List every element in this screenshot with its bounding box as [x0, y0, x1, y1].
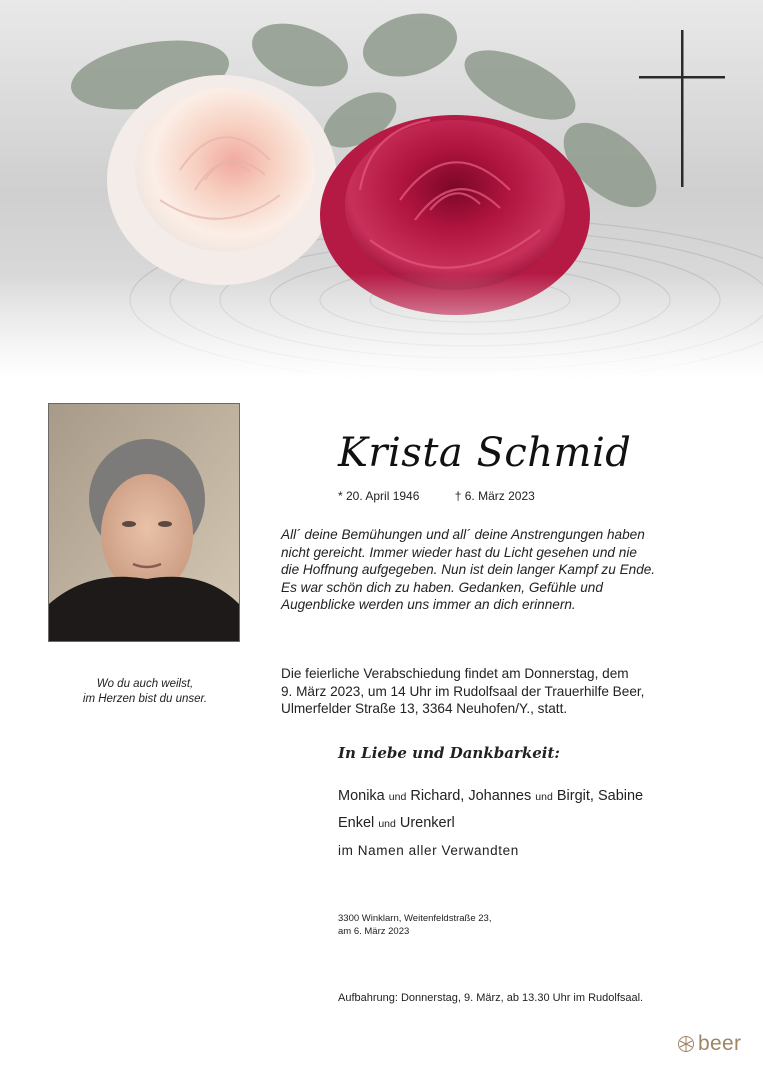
mourner-name: Richard, Johannes — [410, 788, 532, 804]
memorial-text-line: die Hoffnung aufgegeben. Nun ist dein langer Kampf zu Ende. — [281, 562, 656, 577]
logo-text: beer — [698, 1032, 742, 1055]
ceremony-line: Ulmerfelder Straße 13, 3364 Neuhofen/Y., statt. — [281, 701, 568, 716]
memorial-text-line: nicht gereicht. Immer wieder hast du Licht gesehen und nie — [281, 544, 637, 560]
mourner-name: Urenkerl — [399, 815, 455, 831]
ceremony-line: Die feierliche Verabschiedung findet am Donnerstag, dem — [281, 666, 629, 681]
mourners-list — [338, 783, 643, 837]
gratitude-heading: In Liebe und Dankbarkeit: — [338, 744, 560, 762]
cross-icon — [638, 30, 728, 190]
mourner-name: Monika — [338, 788, 385, 804]
relatives-note: im Namen aller Verwandten — [338, 843, 519, 858]
death-date: † 6. März 2023 — [454, 489, 535, 503]
address-block — [338, 912, 491, 938]
address-date: am 6. März 2023 — [338, 926, 410, 937]
ceremony-info — [281, 665, 700, 718]
quote-line: im Herzen bist du unser. — [82, 693, 208, 705]
mourner-name: Birgit, Sabine — [556, 788, 644, 804]
life-dates — [338, 489, 535, 503]
conjunction: und — [535, 791, 553, 803]
mourners-line — [338, 810, 643, 837]
memorial-text-line: All´ deine Bemühungen und all´ deine Anstrengungen haben — [281, 527, 645, 542]
quote-line: Wo du auch weilst, — [96, 678, 194, 690]
viewing-info: Aufbahrung: Donnerstag, 9. März, ab 13.30 Uhr im Rudolfsaal. — [338, 992, 644, 1004]
portrait-photo — [48, 403, 240, 642]
memorial-text-line: Augenblicke werden uns immer an dich erinnern. — [281, 597, 576, 612]
deceased-name: Krista Schmid — [338, 430, 632, 476]
memorial-text-line: Es war schön dich zu haben. Gedanken, Gefühle und — [281, 579, 603, 595]
conjunction: und — [378, 818, 396, 830]
address-line: 3300 Winklarn, Weitenfeldstraße 23, — [338, 913, 492, 924]
birth-date: * 20. April 1946 — [338, 489, 420, 503]
beer-logo — [677, 1032, 741, 1056]
dandelion-icon — [677, 1035, 695, 1053]
mourners-line — [338, 783, 643, 810]
conjunction: und — [388, 791, 407, 803]
ceremony-line: 9. März 2023, um 14 Uhr im Rudolfsaal der Trauerhilfe Beer, — [281, 683, 645, 699]
mourner-name: Enkel — [338, 815, 375, 831]
memorial-quote — [40, 677, 250, 707]
memorial-text — [281, 526, 700, 614]
